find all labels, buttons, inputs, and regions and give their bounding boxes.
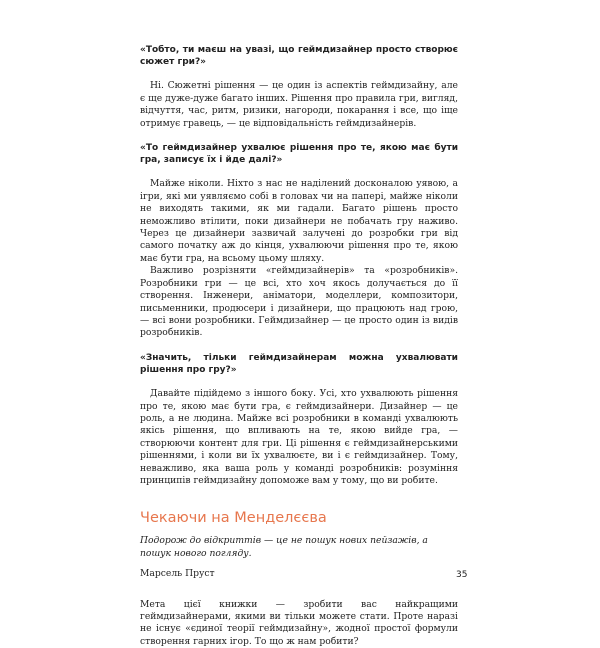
answer-paragraph-3: Важливо розрізняти «геймдизайнерів» та «розробників». Розробники гри — це всі, хто хоч якось долучається до її створення. Інженери, аніматори, моделлери, композитори, письменники, продюсери і дизайнери, що працюють над грою, — всі вони розробники. Геймдизайнер — це просто один із видів розробників. <box>140 265 458 339</box>
answer-paragraph-1: Ні. Сюжетні рішення — це один із аспектів геймдизайну, але є ще дуже-дуже багато інших. Рішення про правила гри, вигляд, відчуття, час, ритм, ризики, нагороди, покарання і все, що іще отримує гравець, — це відповідальність геймдизайнерів. <box>140 80 458 129</box>
question-3: «Значить, тільки геймдизайнерам можна ухвалювати рішення про гру?» <box>140 352 458 375</box>
epigraph-author: Марсель Пруст <box>140 568 215 580</box>
answer-paragraph-4: Давайте підійдемо з іншого боку. Усі, хто ухвалюють рішення про те, якою має бути гра, є геймдизайнери. Дизайнер — це роль, а не людина. Майже всі розробники в команді ухвалюють якісь рішення, що впливають на те, якою вийде гра, — створюючи контент для гри. Ці рішення є геймдизайнерськими рішеннями, і коли ви їх ухвалюєте, ви і є геймдизайнер. Тому, неважливо, яка ваша роль у команді розробників: розуміння принципів геймдизайну допоможе вам у тому, що ви робите. <box>140 388 458 486</box>
answer-paragraph-2: Майже ніколи. Ніхто з нас не наділений досконалою уявою, а ігри, які ми уявляємо собі в головах чи на папері, майже ніколи не виходять такими, як ми гадали. Багато рішень просто неможливо втілити, поки дизайнери не побачать гру наживо. Через це дизайнери зазвичай залучені до розробки гри від самого початку аж до кінця, ухвалюючи рішення про те, якою має бути гра, на всьому цьому шляху. <box>140 178 458 264</box>
question-1: «Тобто, ти маєш на увазі, що геймдизайнер просто створює сюжет гри?» <box>140 45 458 68</box>
page-content <box>140 44 458 648</box>
intro-paragraph: Мета цієї книжки — зробити вас найкращими геймдизайнерами, якими ви тільки можете стати. Проте наразі не існує «єдиної теорії геймдизайну», жодної простої формули створення гарних ігор. То що ж нам робити? <box>140 598 458 647</box>
page-number: 35 <box>456 570 468 580</box>
question-2: «То геймдизайнер ухвалює рішення про те, якою має бути гра, записує їх і йде далі?» <box>140 143 458 166</box>
section-heading: Чекаючи на Менделєєва <box>140 510 327 527</box>
epigraph-quote: Подорож до відкриттів — це не пошук нових пейзажів, а пошук нового погляду. <box>140 535 428 559</box>
